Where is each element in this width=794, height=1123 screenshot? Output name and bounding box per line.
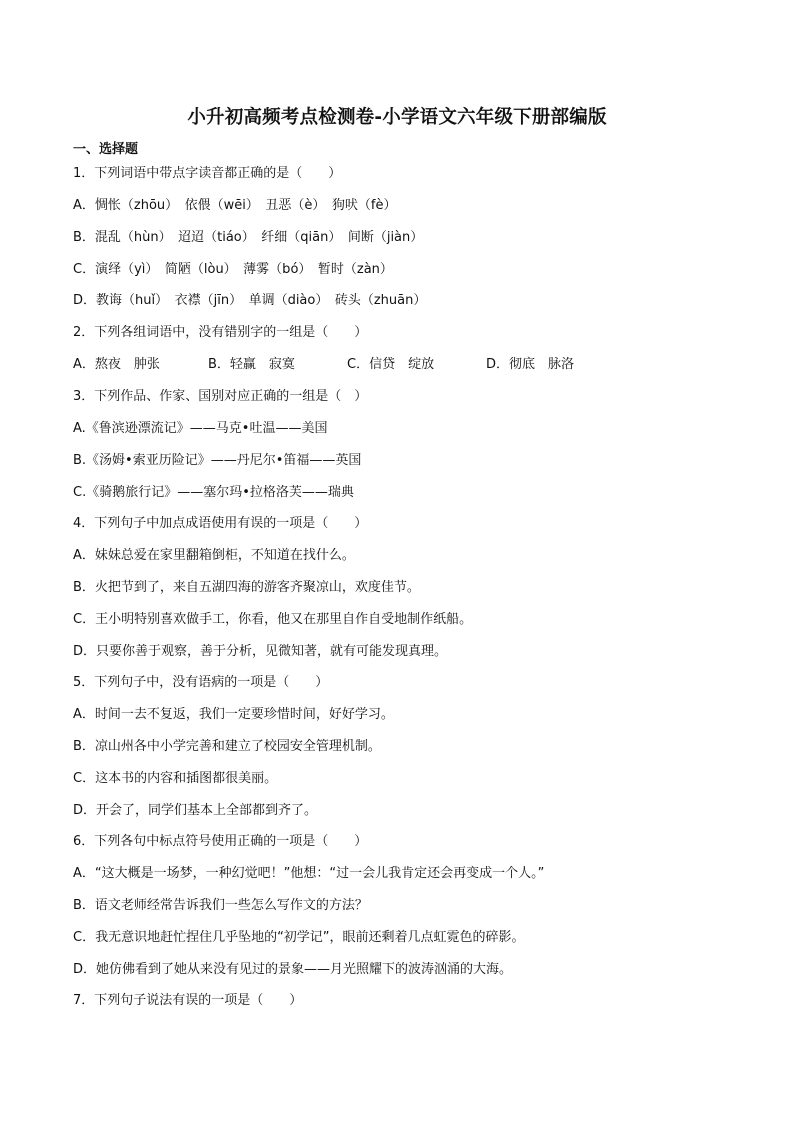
q5-option-c: C．这本书的内容和插图都很美丽。 bbox=[73, 771, 278, 786]
question-2: 2．下列各组词语中，没有错别字的一组是（ ） bbox=[73, 325, 368, 340]
q5-option-a: A．时间一去不复返，我们一定要珍惜时间，好好学习。 bbox=[73, 707, 394, 722]
question-5: 5．下列句子中，没有语病的一项是（ ） bbox=[73, 675, 329, 690]
q2-option-d: D．彻底 脉洛 bbox=[486, 357, 575, 372]
q5-option-b: B．凉山州各中小学完善和建立了校园安全管理机制。 bbox=[73, 739, 381, 754]
q3-option-b: B.《汤姆•索亚历险记》——丹尼尔•笛福——英国 bbox=[73, 453, 362, 468]
q1-option-b: B．混乱（hùn） 迢迢（tiáo） 纤细（qiān） 间断（jiàn） bbox=[73, 230, 424, 245]
question-1: 1．下列词语中带点字读音都正确的是（ ） bbox=[73, 166, 342, 181]
q4-option-b: B．火把节到了，来自五湖四海的游客齐聚凉山，欢度佳节。 bbox=[73, 580, 420, 595]
page-title: 小升初高频考点检测卷-小学语文六年级下册部编版 bbox=[187, 107, 607, 128]
q1-option-d: D．教诲（huǐ） 衣襟（jīn） 单调（diào） 砖头（zhuān） bbox=[73, 293, 427, 308]
question-7: 7．下列句子说法有误的一项是（ ） bbox=[73, 993, 303, 1008]
q5-option-d: D．开会了，同学们基本上全部都到齐了。 bbox=[73, 803, 318, 818]
section-heading: 一、选择题 bbox=[73, 142, 139, 157]
q1-option-c: C．演绎（yì） 简陋（lòu） 薄雾（bó） 暂时（zàn） bbox=[73, 262, 393, 277]
q2-option-c: C．信贷 绽放 bbox=[347, 357, 435, 372]
q6-option-a: A．“这大概是一场梦，一种幻觉吧！”他想：“过一会儿我肯定还会再变成一个人。” bbox=[73, 866, 545, 881]
q4-option-c: C．王小明特别喜欢做手工，你看，他又在那里自作自受地制作纸船。 bbox=[73, 612, 473, 627]
q1-option-a: A．惆怅（zhōu） 依偎（wēi） 丑恶（è） 狗吠（fè） bbox=[73, 198, 397, 213]
question-6: 6．下列各句中标点符号使用正确的一项是（ ） bbox=[73, 834, 368, 849]
q4-option-d: D．只要你善于观察，善于分析，见微知著，就有可能发现真理。 bbox=[73, 644, 448, 659]
q2-option-a: A．熬夜 肿张 bbox=[73, 357, 160, 372]
question-3: 3．下列作品、作家、国别对应正确的一组是（ ） bbox=[73, 389, 368, 404]
q4-option-a: A．妹妹总爱在家里翻箱倒柜，不知道在找什么。 bbox=[73, 548, 355, 563]
q6-option-b: B．语文老师经常告诉我们一些怎么写作文的方法？ bbox=[73, 898, 368, 913]
question-4: 4．下列句子中加点成语使用有误的一项是（ ） bbox=[73, 516, 368, 531]
q3-option-c: C.《骑鹅旅行记》——塞尔玛•拉格洛芙——瑞典 bbox=[73, 485, 354, 500]
q6-option-c: C．我无意识地赶忙捏住几乎坠地的“初学记”，眼前还剩着几点虹霓色的碎影。 bbox=[73, 930, 525, 945]
q2-option-b: B．轻赢 寂寞 bbox=[208, 357, 295, 372]
q3-option-a: A.《鲁滨逊漂流记》——马克•吐温——美国 bbox=[73, 421, 328, 436]
q6-option-d: D．她仿佛看到了她从来没有见过的景象——月光照耀下的波涛汹涌的大海。 bbox=[73, 962, 513, 977]
